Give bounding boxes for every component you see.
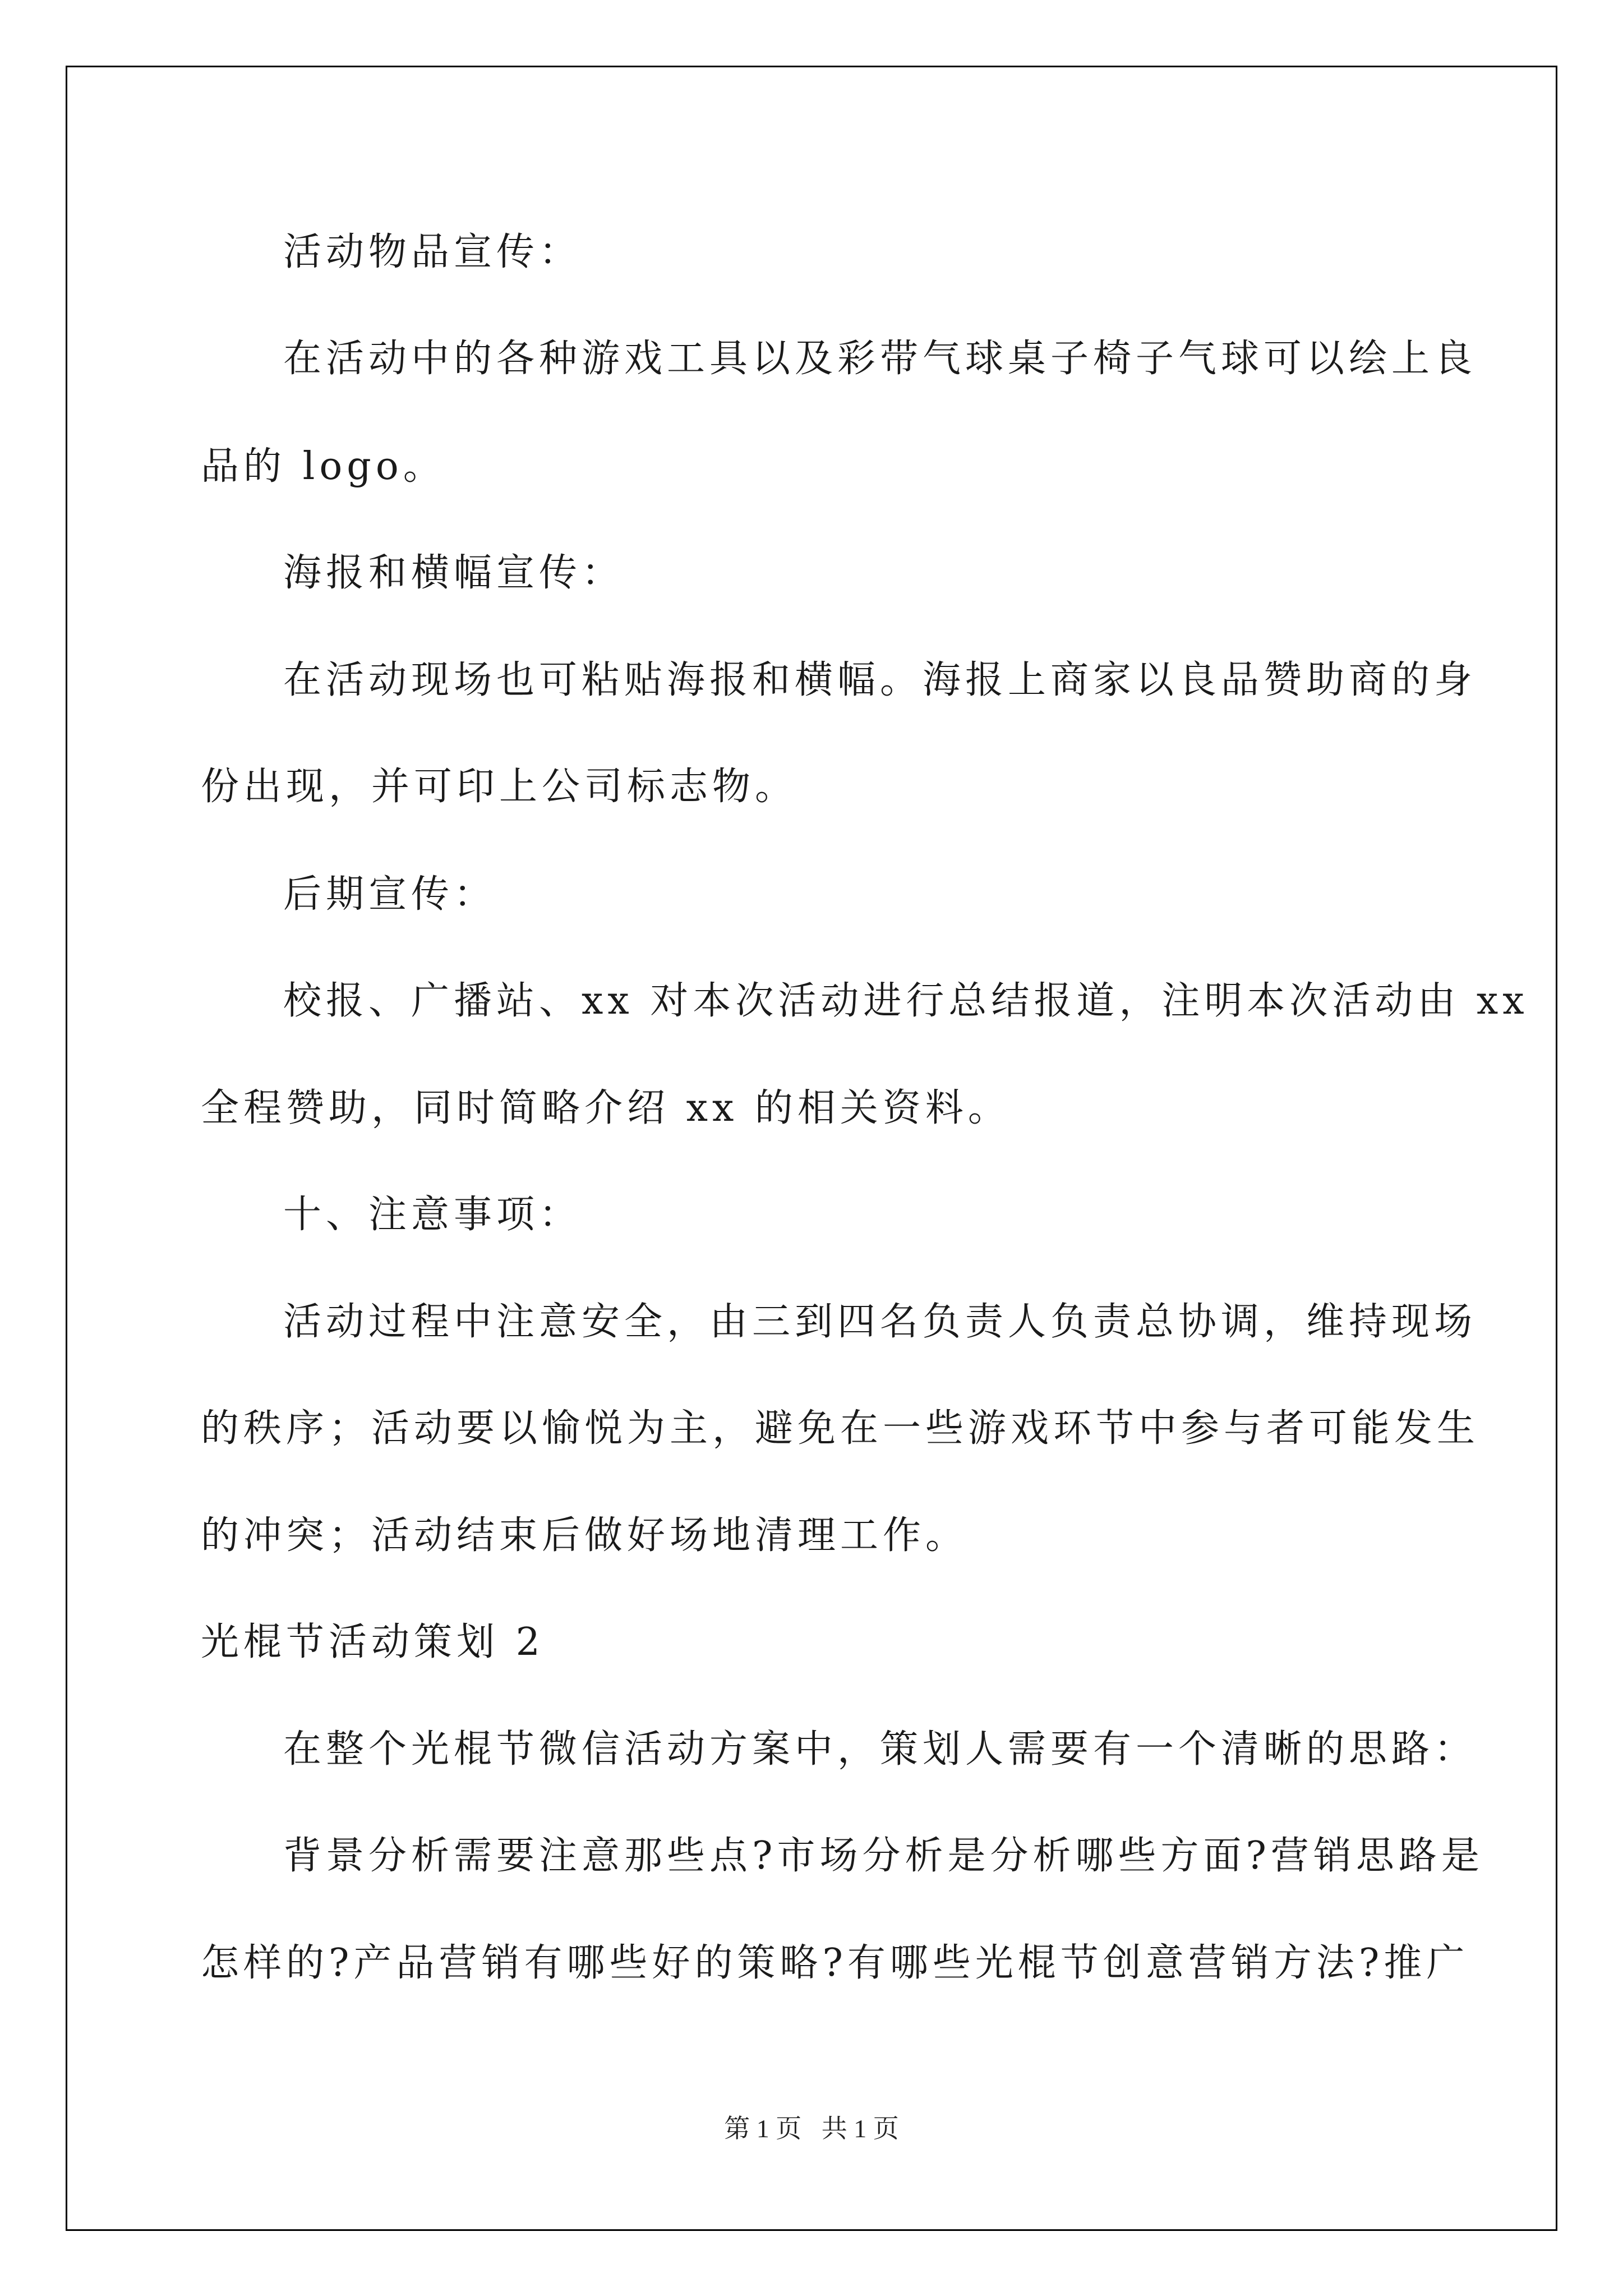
paragraph-heading: 后期宣传： [283,872,497,917]
paragraph-line: 品的 logo。 [201,444,446,489]
paragraph-line: 份出现，并可印上公司标志物。 [201,765,798,809]
paragraph-line: 在活动现场也可粘贴海报和横幅。海报上商家以良品赞助商的身 [283,658,1477,702]
paragraph-line: 的冲突；活动结束后做好场地清理工作。 [201,1513,969,1558]
page-border [66,66,1557,2231]
paragraph-line: 校报、广播站、xx 对本次活动进行总结报道，注明本次活动由 xx [283,979,1529,1023]
paragraph-line: 怎样的?产品营销有哪些好的策略?有哪些光棍节创意营销方法?推广 [201,1941,1469,1985]
page-number: 第 1 页 [724,2114,802,2143]
paragraph-line: 活动过程中注意安全，由三到四名负责人负责总协调，维持现场 [283,1300,1477,1344]
paragraph-heading: 活动物品宣传： [283,230,582,274]
page-total: 共 1 页 [821,2114,899,2143]
paragraph-line: 背景分析需要注意那些点?市场分析是分析哪些方面?营销思路是 [283,1834,1484,1878]
page-footer [0,2108,1623,2145]
paragraph-line: 的秩序；活动要以愉悦为主，避免在一些游戏环节中参与者可能发生 [201,1406,1480,1451]
paragraph-line: 全程赞助，同时简略介绍 xx 的相关资料。 [201,1086,1011,1130]
paragraph-line: 在整个光棍节微信活动方案中，策划人需要有一个清晰的思路： [283,1727,1477,1772]
paragraph-heading: 海报和横幅宣传： [283,551,625,595]
document-subtitle: 光棍节活动策划 2 [201,1620,545,1664]
section-heading: 十、注意事项： [283,1193,582,1237]
paragraph-line: 在活动中的各种游戏工具以及彩带气球桌子椅子气球可以绘上良 [283,337,1477,381]
